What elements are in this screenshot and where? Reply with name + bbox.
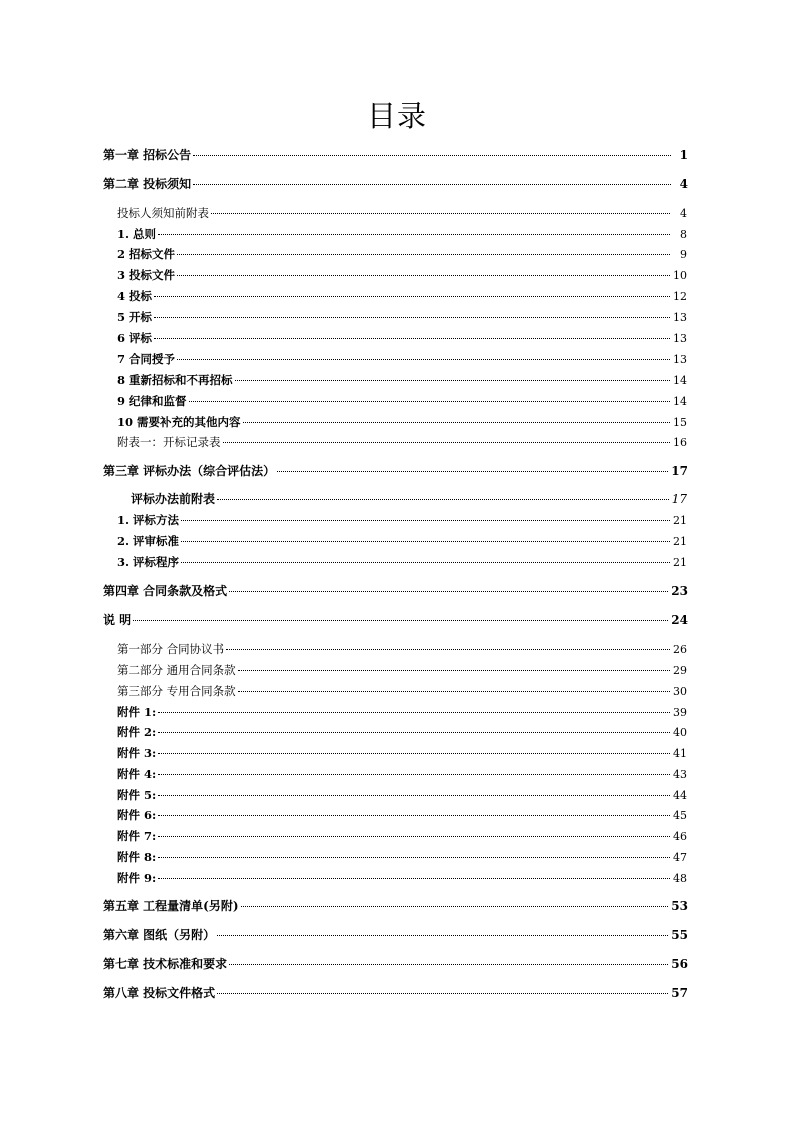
toc-entry-notes[interactable] [103, 611, 688, 629]
toc-entry[interactable] [117, 350, 687, 368]
toc-entry-page: 56 [671, 957, 688, 971]
toc-entry[interactable] [117, 329, 687, 347]
toc-leader [158, 234, 670, 235]
toc-entry-page: 10 [673, 269, 687, 282]
toc-entry-label: 第七章 技术标准和要求 [103, 957, 228, 971]
toc-entry-label: 9 纪律和监督 [117, 394, 187, 408]
toc-entry-label: 4 投标 [117, 289, 153, 303]
toc-entry-page: 17 [671, 492, 687, 506]
toc-entry-chapter-3[interactable] [103, 462, 688, 480]
toc-entry-page: 40 [673, 726, 687, 739]
toc-entry-label: 附件 5: [117, 788, 157, 802]
toc-entry-label: 第六章 图纸（另附） [103, 928, 216, 942]
toc-entry-label: 5 开标 [117, 310, 153, 324]
toc-leader [229, 964, 668, 965]
toc-entry-page: 13 [673, 311, 687, 324]
toc-leader [217, 935, 668, 936]
toc-entry-page: 53 [671, 899, 688, 913]
toc-leader [223, 442, 671, 443]
toc-leader [217, 993, 668, 994]
toc-entry-page: 21 [673, 514, 687, 527]
toc-entry[interactable] [117, 640, 687, 658]
toc-entry-chapter-1[interactable] [103, 146, 688, 164]
toc-entry-attachment[interactable] [117, 723, 687, 741]
toc-entry-label: 说 明 [103, 613, 132, 627]
toc-entry-page: 46 [673, 830, 687, 843]
toc-entry-label: 1. 总则 [117, 227, 157, 241]
toc-entry-label: 第一章 招标公告 [103, 148, 192, 162]
toc-entry-attachment[interactable] [117, 765, 687, 783]
toc-entry-label: 第五章 工程量清单(另附) [103, 899, 239, 913]
toc-leader [158, 774, 670, 775]
toc-entry-label: 第二部分 通用合同条款 [117, 663, 236, 677]
toc-entry-attachment[interactable] [117, 869, 687, 887]
toc-entry-page: 26 [673, 643, 687, 656]
toc-entry[interactable] [117, 532, 687, 550]
toc-entry-label: 第三部分 专用合同条款 [117, 684, 236, 698]
toc-entry-label: 第八章 投标文件格式 [103, 986, 216, 1000]
toc-entry-page: 48 [673, 872, 687, 885]
toc-leader [226, 649, 670, 650]
toc-entry-chapter-8[interactable] [103, 984, 688, 1002]
toc-entry-label: 3 投标文件 [117, 268, 176, 282]
toc-leader [177, 359, 670, 360]
toc-entry-label: 7 合同授予 [117, 352, 176, 366]
toc-entry-label: 2 招标文件 [117, 247, 176, 261]
toc-entry-attachment[interactable] [117, 848, 687, 866]
toc-entry[interactable] [131, 490, 687, 508]
toc-entry-page: 4 [680, 207, 687, 220]
toc-leader [133, 620, 668, 621]
toc-leader [158, 836, 670, 837]
toc-leader [154, 296, 670, 297]
toc-entry[interactable] [117, 245, 687, 263]
toc-leader [193, 184, 671, 185]
toc-entry[interactable] [117, 204, 687, 222]
toc-entry-page: 14 [673, 395, 687, 408]
toc-entry-label: 2. 评审标准 [117, 534, 180, 548]
toc-entry-page: 39 [673, 706, 687, 719]
toc-entry[interactable] [117, 371, 687, 389]
toc-entry-label: 6 评标 [117, 331, 153, 345]
toc-entry[interactable] [117, 308, 687, 326]
toc-leader [177, 275, 670, 276]
toc-leader [243, 422, 670, 423]
toc-entry[interactable] [117, 661, 687, 679]
toc-entry-page: 41 [673, 747, 687, 760]
toc-entry-page: 57 [671, 986, 688, 1000]
toc-leader [229, 591, 668, 592]
toc-entry-page: 24 [671, 613, 688, 627]
toc-leader [154, 338, 670, 339]
toc-entry-page: 1 [679, 148, 688, 162]
toc-leader [235, 380, 670, 381]
toc-entry-label: 评标办法前附表 [131, 492, 216, 506]
toc-entry-chapter-4[interactable] [103, 582, 688, 600]
toc-leader [238, 670, 670, 671]
toc-entry-attachment[interactable] [117, 806, 687, 824]
toc-entry-label: 第一部分 合同协议书 [117, 642, 225, 656]
toc-leader [158, 753, 670, 754]
toc-entry-label: 10 需要补充的其他内容 [117, 415, 241, 429]
toc-entry-label: 3. 评标程序 [117, 555, 180, 569]
toc-entry-page: 9 [680, 248, 687, 261]
toc-leader [181, 541, 670, 542]
toc-entry-chapter-5[interactable] [103, 897, 688, 915]
toc-leader [217, 499, 669, 500]
toc-entry-label: 投标人须知前附表 [117, 206, 209, 220]
toc-entry-label: 第二章 投标须知 [103, 177, 192, 191]
toc-entry-page: 14 [673, 374, 687, 387]
toc-leader [238, 691, 670, 692]
toc-entry[interactable] [117, 287, 687, 305]
toc-entry-page: 21 [673, 535, 687, 548]
toc-entry[interactable] [117, 392, 687, 410]
toc-entry[interactable] [117, 553, 687, 571]
toc-entry-label: 8 重新招标和不再招标 [117, 373, 233, 387]
toc-entry-label: 附件 2: [117, 725, 157, 739]
toc-entry-page: 30 [673, 685, 687, 698]
toc-entry-page: 15 [673, 416, 687, 429]
toc-entry-page: 43 [673, 768, 687, 781]
toc-leader [277, 471, 668, 472]
toc-leader [158, 732, 670, 733]
toc-entry-label: 附件 9: [117, 871, 157, 885]
toc-entry-chapter-6[interactable] [103, 926, 688, 944]
toc-entry-label: 附件 1: [117, 705, 157, 719]
toc-leader [189, 401, 670, 402]
toc-entry-label: 第三章 评标办法（综合评估法） [103, 464, 276, 478]
toc-leader [154, 317, 670, 318]
toc-entry-page: 8 [680, 228, 687, 241]
toc-leader [181, 562, 670, 563]
toc-entry-page: 17 [671, 464, 688, 478]
toc-leader [193, 155, 671, 156]
toc-entry[interactable] [117, 225, 687, 243]
toc-entry-label: 附表一：开标记录表 [117, 435, 221, 449]
toc-entry-chapter-7[interactable] [103, 955, 688, 973]
toc-entry-page: 47 [673, 851, 687, 864]
toc-entry-page: 29 [673, 664, 687, 677]
toc-entry-page: 4 [679, 177, 688, 191]
toc-entry[interactable] [117, 266, 687, 284]
toc-entry-page: 55 [671, 928, 688, 942]
toc-entry[interactable] [117, 511, 687, 529]
toc-entry-page: 45 [673, 809, 687, 822]
toc-entry-attachment[interactable] [117, 786, 687, 804]
toc-entry[interactable] [117, 413, 687, 431]
toc-entry-page: 13 [673, 332, 687, 345]
toc-entry-attachment[interactable] [117, 827, 687, 845]
toc-entry-label: 附件 6: [117, 808, 157, 822]
toc-entry-page: 21 [673, 556, 687, 569]
toc-leader [158, 815, 670, 816]
toc-leader [158, 795, 670, 796]
toc-entry-chapter-2[interactable] [103, 175, 688, 193]
toc-entry-page: 23 [671, 584, 688, 598]
toc-entry-page: 44 [673, 789, 687, 802]
toc-leader [181, 520, 670, 521]
toc-entry-page: 13 [673, 353, 687, 366]
toc-leader [158, 878, 670, 879]
toc-entry-label: 附件 3: [117, 746, 157, 760]
toc-entry-label: 附件 4: [117, 767, 157, 781]
page-title: 目录 [366, 99, 427, 133]
toc-entry-label: 第四章 合同条款及格式 [103, 584, 228, 598]
toc-entry-attachment[interactable] [117, 744, 687, 762]
toc-entry-page: 16 [673, 436, 687, 449]
toc-leader [158, 857, 670, 858]
toc-leader [177, 254, 670, 255]
toc-entry-label: 附件 7: [117, 829, 157, 843]
toc-entry-label: 附件 8: [117, 850, 157, 864]
toc-leader [158, 712, 670, 713]
toc-leader [211, 213, 670, 214]
toc-entry[interactable] [117, 433, 687, 451]
toc-entry-page: 12 [673, 290, 687, 303]
toc-entry-attachment[interactable] [117, 703, 687, 721]
toc-entry-label: 1. 评标方法 [117, 513, 180, 527]
toc-entry[interactable] [117, 682, 687, 700]
toc-leader [241, 906, 669, 907]
